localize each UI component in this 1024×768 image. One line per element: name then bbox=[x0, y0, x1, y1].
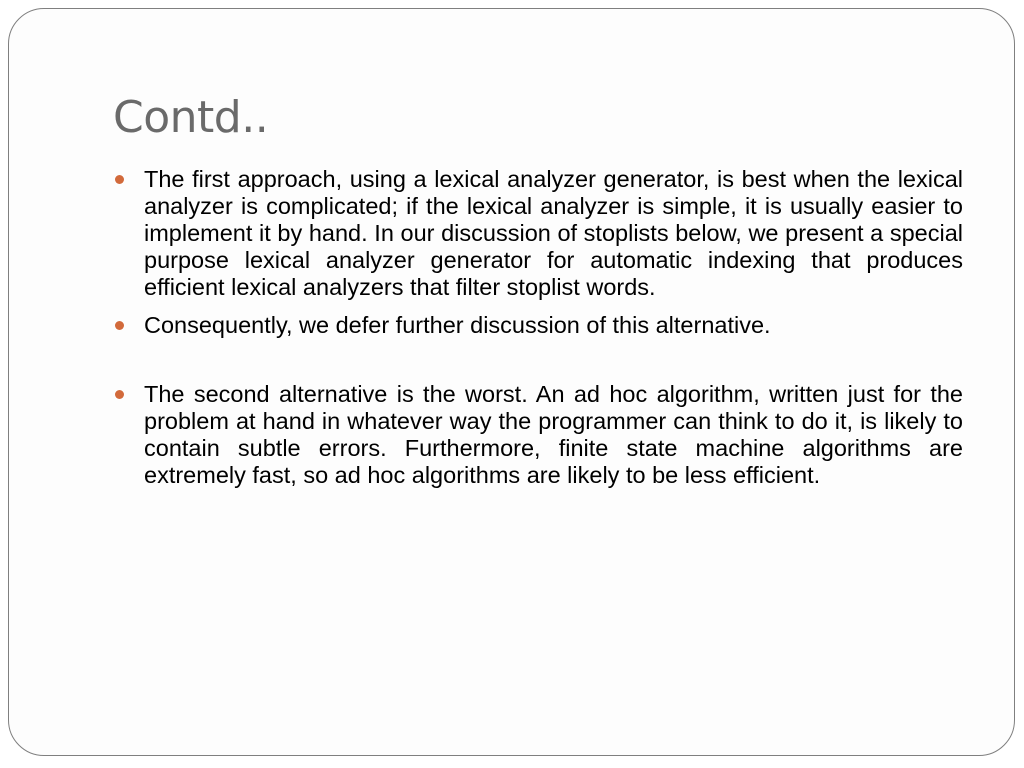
bullet-list bbox=[113, 166, 963, 500]
bullet-item bbox=[113, 312, 963, 339]
bullet-text: The first approach, using a lexical analyzer generator, is best when the lexical analyzer is complicated; if the lexical analyzer is simple, it is usually easier to implement it by hand. In our discussion of stoplists below, we present a special purpose lexical analyzer generator for automatic indexing that produces efficient lexical analyzers that filter stoplist words. bbox=[144, 166, 963, 300]
bullet-text: The second alternative is the worst. An ad hoc algorithm, written just for the problem at hand in whatever way the programmer can think to do it, is likely to contain subtle errors. Furthermore, finite state machine algorithms are extremely fast, so ad hoc algorithms are likely to be less efficient. bbox=[144, 381, 963, 488]
slide-title: Contd.. bbox=[113, 92, 269, 143]
circle-bullet-icon bbox=[115, 390, 124, 399]
bullet-text: Consequently, we defer further discussion of this alternative. bbox=[144, 312, 771, 338]
circle-bullet-icon bbox=[115, 175, 124, 184]
bullet-item bbox=[113, 166, 963, 301]
circle-bullet-icon bbox=[115, 321, 124, 330]
bullet-item bbox=[113, 381, 963, 489]
